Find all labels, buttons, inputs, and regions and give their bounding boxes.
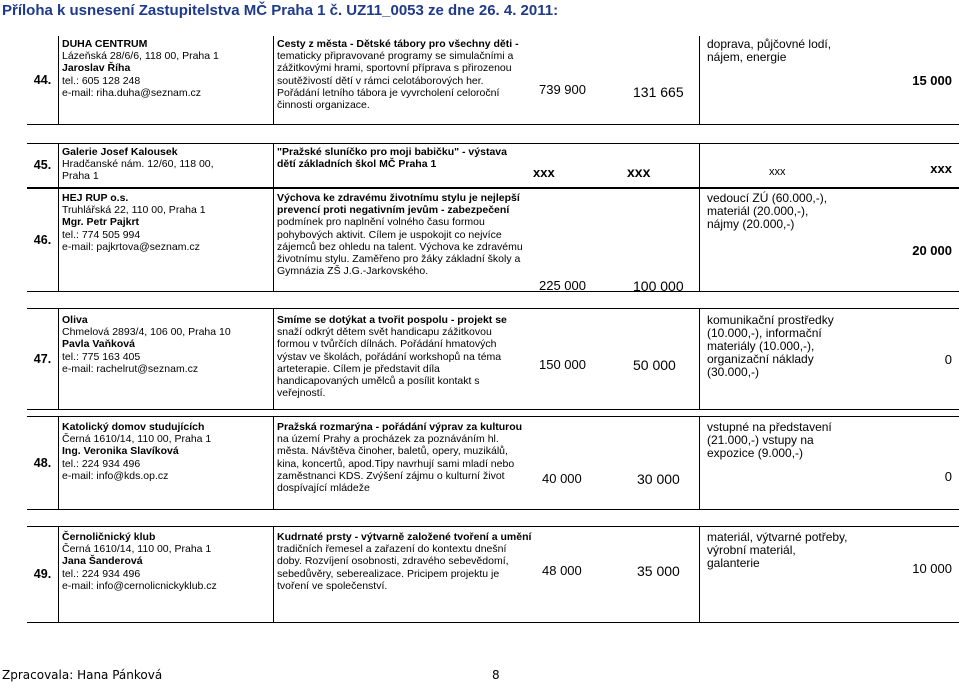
table-row — [27, 526, 959, 623]
applicant-name: Černoličnický klub — [62, 531, 156, 543]
applicant-address: Truhlářská 22, 110 00, Praha 1 — [62, 204, 206, 217]
granted-amount: 100 000 — [633, 278, 684, 294]
approved-amount: 0 — [944, 469, 952, 484]
applicant-cell — [58, 189, 273, 291]
purpose-text: materiál (20.000,-), — [707, 204, 809, 218]
table-row — [27, 308, 959, 410]
applicant-cell — [58, 417, 273, 509]
applicant-address: Hradčanské nám. 12/60, 118 00, — [62, 158, 214, 171]
applicant-address: Lázeňská 28/6/6, 118 00, Praha 1 — [62, 50, 219, 63]
requested-amount: 150 000 — [539, 357, 586, 372]
row-number: 44. — [33, 72, 52, 87]
applicant-email: e-mail: info@kds.op.cz — [62, 469, 169, 482]
row-number: 46. — [33, 232, 52, 247]
applicant-phone: tel.: 774 505 994 — [62, 228, 141, 241]
project-text: tematicky připravované programy se simulačními a — [277, 50, 514, 63]
project-text: zájemců bez ohledu na talent. Výchova ke zdravému — [277, 240, 523, 253]
footer-page-number: 8 — [492, 668, 500, 682]
applicant-name: Katolický domov studujících — [62, 421, 205, 433]
applicant-address: Černá 1610/14, 110 00, Praha 1 — [62, 543, 212, 556]
project-text: životnímu stylu. Zaměřeno pro žáky základní školy a — [277, 253, 521, 266]
approved-amount: 15 000 — [912, 72, 952, 88]
applicant-phone: tel.: 605 128 248 — [62, 74, 141, 87]
project-text: zážitkovými hrami, sportovní příprava s přirozenou — [277, 62, 512, 75]
applicant-cell — [58, 527, 273, 622]
project-text: Pražská rozmarýna - pořádání výprav za kulturou — [277, 421, 523, 433]
project-text: dětí základních škol MČ Praha 1 — [277, 158, 437, 171]
applicant-contact: Jana Šanderová — [62, 555, 143, 568]
project-text: Cesty z města - Dětské tábory pro všechny děti - — [277, 38, 519, 50]
applicant-address: Černá 1610/14, 110 00, Praha 1 — [62, 433, 212, 446]
project-text: Smíme se dotýkat a tvořit pospolu - projekt se — [277, 314, 507, 326]
granted-amount: 30 000 — [637, 471, 680, 487]
project-text: města. Návštěva činoher, baletů, opery, muzikálů, — [277, 445, 508, 458]
purpose-text: vedoucí ZÚ (60.000,-), — [707, 191, 828, 205]
purpose-text: komunikační prostředky — [707, 313, 834, 327]
granted-amount: 50 000 — [633, 357, 676, 373]
applicant-phone: tel.: 775 163 405 — [62, 350, 141, 363]
granted-amount: 131 665 — [633, 84, 684, 100]
requested-amount: 225 000 — [539, 278, 586, 293]
project-text: soutěživostí dětí v rámci celotáborových her. — [277, 74, 484, 87]
purpose-cell — [699, 189, 861, 291]
purpose-text: nájmy (20.000,-) — [707, 217, 795, 231]
table-row — [27, 36, 959, 125]
table-row — [27, 143, 959, 188]
purpose-text: organizační náklady — [707, 352, 814, 366]
project-text: tvoření ve společenství. — [277, 579, 388, 592]
project-text: formou v tvůrčích dílnách. Pořádání hmatových — [277, 338, 497, 351]
project-text: tradičních řemesel a zařazení do kontextu dnešní — [277, 543, 507, 556]
purpose-cell — [699, 36, 861, 124]
applicant-email: e-mail: riha.duha@seznam.cz — [62, 86, 202, 99]
applicant-contact: Pavla Vaňková — [62, 338, 135, 351]
row-number: 47. — [33, 351, 52, 366]
project-text: Pořádání letního tábora je vyvrcholení celoroční — [277, 86, 500, 99]
purpose-text: doprava, půjčovné lodí, — [707, 37, 832, 51]
requested-amount: 48 000 — [542, 563, 582, 578]
applicant-contact: Ing. Veronika Slavíková — [62, 445, 179, 458]
project-text: kina, koncertů, apod.Tipy navrhují sami mladí nebo — [277, 457, 515, 470]
row-number: 45. — [33, 158, 52, 173]
project-text: dospívající mládeže — [277, 482, 370, 495]
approved-amount: 10 000 — [912, 561, 952, 576]
project-text: prevencí proti negativním jevům - zabezpečení — [277, 204, 510, 217]
granted-amount: 35 000 — [637, 563, 680, 579]
purpose-text: vstupné na představení — [707, 420, 832, 434]
project-cell — [273, 36, 699, 124]
row-number: 48. — [33, 455, 52, 470]
requested-amount: 739 900 — [539, 82, 586, 97]
purpose-cell — [699, 527, 861, 622]
applicant-address: Praha 1 — [62, 170, 99, 183]
project-text: Kudrnaté prsty - výtvarně založené tvoření a umění — [277, 531, 532, 543]
applicant-phone: tel.: 224 934 496 — [62, 567, 141, 580]
applicant-name: DUHA CENTRUM — [62, 38, 148, 50]
project-text: handicapovaných umělců a posílit kontakt s — [277, 375, 480, 388]
purpose-text: (30.000,-) — [707, 365, 760, 379]
project-text: činnosti organizace. — [277, 99, 370, 112]
purpose-text: (10.000,-), informační — [707, 326, 822, 340]
project-text: pohybových aktivit. Cílem je uspokojit co nejvíce — [277, 228, 502, 241]
purpose-cell — [699, 309, 861, 409]
project-text: Gymnázia ZŠ J.G.-Jarkovského. — [277, 265, 429, 278]
project-cell — [273, 417, 699, 509]
applicant-email: e-mail: rachelrut@seznam.cz — [62, 362, 199, 375]
purpose-cell — [699, 417, 861, 509]
purpose-text: materiál, výtvarné potřeby, — [707, 530, 848, 544]
applicant-name: HEJ RUP o.s. — [62, 192, 129, 204]
table-row — [27, 416, 959, 510]
purpose-text: nájem, energie — [707, 50, 787, 64]
purpose-text: galanterie — [707, 556, 760, 570]
project-text: snaží odkrýt dětem svět handicapu zážitkovou — [277, 326, 492, 339]
applicant-address: Chmelová 2893/4, 106 00, Praha 10 — [62, 326, 231, 339]
applicant-email: e-mail: pajkrtova@seznam.cz — [62, 240, 200, 253]
page-title: Příloha k usnesení Zastupitelstva MČ Praha 1 č. UZ11_0053 ze dne 26. 4. 2011: — [2, 2, 559, 19]
applicant-name: Galerie Josef Kalousek — [62, 146, 178, 158]
project-text: "Pražské sluníčko pro moji babičku" - výstava — [277, 146, 507, 158]
project-text: na území Prahy a procházek za poznáváním hl. — [277, 433, 499, 446]
project-text: doby. Rozvíjení osobnosti, zdravého sebevědomí, — [277, 555, 509, 568]
approved-amount: xxx — [930, 161, 952, 177]
approved-amount: 0 — [944, 351, 952, 367]
project-text: sebedůvěry, seberealizace. Pricipem projektu je — [277, 567, 500, 580]
footer-author: Zpracovala: Hana Pánková — [2, 668, 163, 682]
requested-amount: 40 000 — [542, 471, 582, 486]
purpose-text: xxx — [769, 166, 786, 178]
approved-amount: 20 000 — [912, 243, 952, 258]
table-row — [27, 188, 959, 292]
project-text: výstav ve školách, pořádání workshopů na téma — [277, 350, 502, 363]
project-text: arteterapie. Cílem je představit díla — [277, 362, 440, 375]
purpose-text: výrobní materiál, — [707, 543, 796, 557]
applicant-phone: tel.: 224 934 496 — [62, 457, 141, 470]
project-text: Výchova ke zdravému životnímu stylu je nejlepší — [277, 192, 520, 204]
project-text: zaměstnanci KDS. Zvýšení zájmu o kulturní život — [277, 469, 505, 482]
granted-amount: xxx — [627, 164, 651, 180]
purpose-text: materiály (10.000,-), — [707, 339, 815, 353]
purpose-text: (21.000,-) vstupy na — [707, 433, 814, 447]
requested-amount: xxx — [533, 165, 555, 180]
applicant-name: Oliva — [62, 314, 88, 326]
applicant-cell — [58, 309, 273, 409]
applicant-cell — [58, 144, 273, 187]
project-cell — [273, 527, 699, 622]
project-text: podmínek pro naplnění volného času formou — [277, 216, 485, 229]
applicant-contact: Jaroslav Říha — [62, 62, 131, 75]
row-number: 49. — [33, 567, 52, 582]
project-text: veřejností. — [277, 387, 326, 400]
applicant-email: e-mail: info@cernolicnickyklub.cz — [62, 579, 217, 592]
purpose-text: expozice (9.000,-) — [707, 446, 804, 460]
project-cell — [273, 189, 699, 291]
applicant-contact: Mgr. Petr Pajkrt — [62, 216, 140, 229]
applicant-cell — [58, 36, 273, 124]
